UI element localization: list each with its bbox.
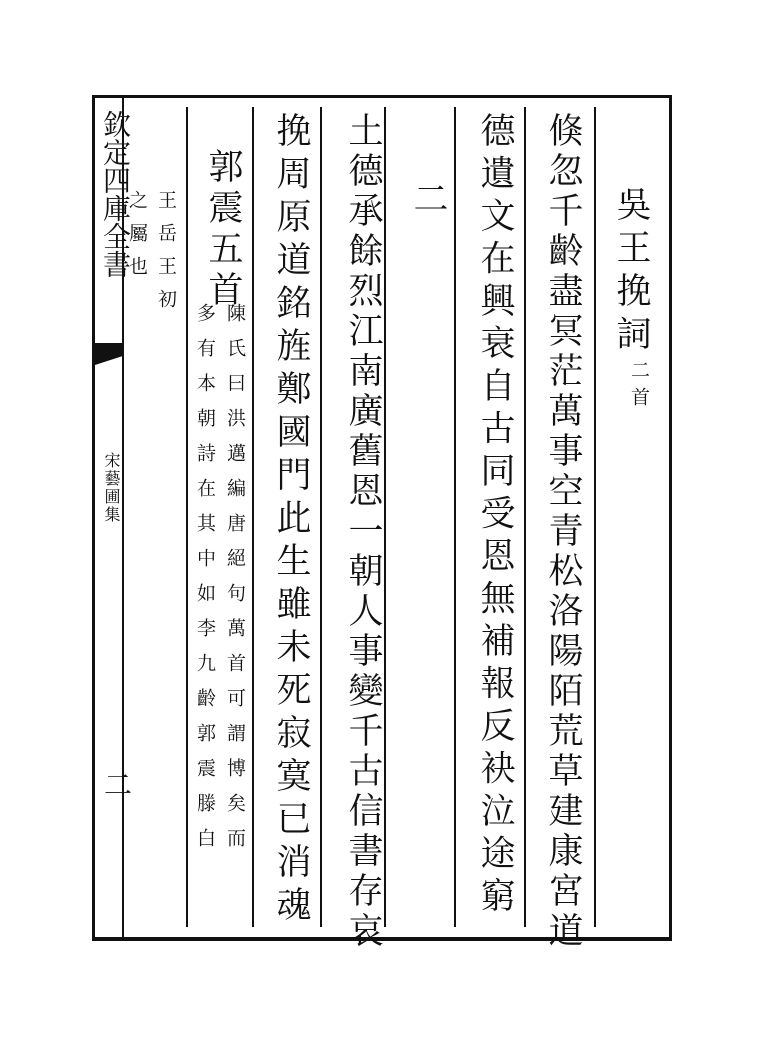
poem-heading-wu-wang: 吳王挽詞 — [611, 186, 651, 358]
column-divider — [186, 107, 188, 927]
poem-heading-note: 二首 — [628, 360, 650, 414]
gutter-fishtail-mark — [95, 343, 122, 365]
column-divider — [454, 107, 456, 927]
poem-number-two: 二 — [408, 180, 448, 225]
column-divider — [524, 107, 526, 927]
column-divider — [594, 107, 596, 927]
commentary-line-2: 多有本朝詩在其中如李九齡郭震滕白 — [194, 303, 216, 863]
page-number: 二 — [100, 770, 133, 798]
poem-line-4: 挽周原道銘旌鄭國門此生雖未死寂寞已消魂 — [271, 112, 311, 929]
commentary-line-3: 王岳王初 — [155, 190, 177, 322]
commentary-line-1: 陳氏曰洪邁編唐絕句萬首可謂博矣而 — [224, 303, 246, 863]
frame-top-rule — [92, 95, 672, 98]
poem-line-2: 德遺文在興衰自古同受恩無補報反袂泣途窮 — [475, 112, 515, 920]
poet-heading-guo-zhen: 郭震五首 — [203, 148, 243, 312]
collection-title: 欽定四庫全書 — [99, 110, 132, 278]
column-divider — [252, 107, 254, 927]
frame-right-rule — [669, 95, 672, 940]
commentary-line-4: 之屬也 — [126, 190, 148, 289]
column-divider — [320, 107, 322, 927]
poem-line-1: 倏忽千齡盡冥茫萬事空青松洛陽陌荒草建康宮道 — [543, 112, 583, 952]
book-title: 宋藝圃集 — [102, 452, 121, 524]
poem-line-3: 土德承餘烈江南廣舊恩一朝人事變千古信書存哀 — [343, 112, 383, 952]
